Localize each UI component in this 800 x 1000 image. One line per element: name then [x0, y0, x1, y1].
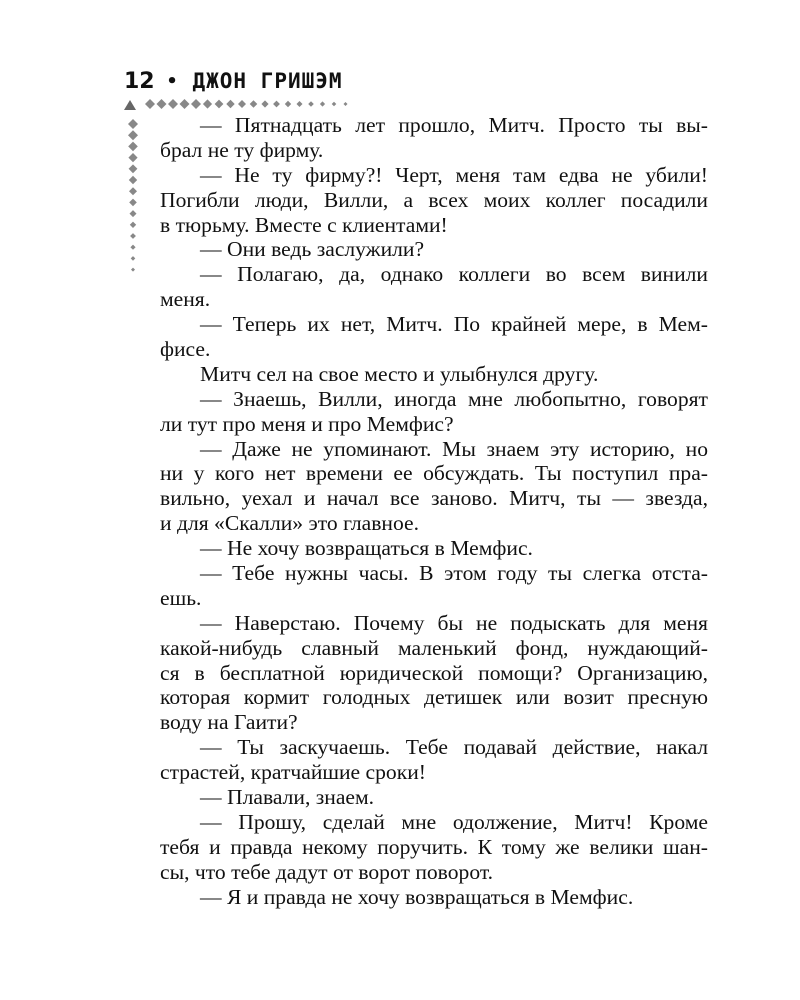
- ornament-diamond-icon: [226, 100, 234, 108]
- ornament-diamond-icon: [128, 130, 138, 140]
- text-line-16: вильно, уехал и начал все заново. Митч, ты — звезда,: [160, 486, 708, 511]
- ornament-diamond-icon: [285, 101, 291, 107]
- text-line-27: страстей, кратчайшие сроки!: [160, 760, 426, 785]
- header-separator: •: [166, 70, 179, 92]
- ornament-diamond-icon: [308, 101, 314, 107]
- ornament-diamond-icon: [180, 99, 190, 109]
- ornament-diamond-icon: [145, 99, 155, 109]
- ornament-diamond-icon: [297, 101, 303, 107]
- ornament-left-diamonds: [124, 118, 142, 278]
- ornament-diamond-icon: [129, 187, 137, 195]
- ornament-diamond-icon: [320, 101, 325, 106]
- text-line-3: — Не ту фирму?! Черт, меня там едва не убили!: [200, 162, 708, 187]
- ornament-diamond-icon: [157, 99, 167, 109]
- ornament-diamond-icon: [131, 256, 136, 261]
- text-line-32: — Я и правда не хочу возвращаться в Мемфис.: [200, 884, 634, 909]
- text-line-6: — Они ведь заслужили?: [200, 237, 425, 262]
- text-line-15: ни у кого нет времени ее обсуждать. Ты поступил пра-: [160, 461, 708, 486]
- text-line-25: воду на Гаити?: [160, 710, 298, 735]
- ornament-diamond-icon: [250, 100, 258, 108]
- ornament-diamond-icon: [168, 99, 178, 109]
- text-line-7: — Полагаю, да, однако коллеги во всем винили: [200, 262, 708, 287]
- ornament-diamond-icon: [128, 142, 138, 152]
- ornament-diamond-icon: [238, 100, 246, 108]
- text-line-21: — Наверстаю. Почему бы не подыскать для меня: [200, 610, 708, 635]
- text-line-31: сы, что тебе дадут от ворот поворот.: [160, 859, 494, 884]
- page-number: 12: [124, 68, 155, 94]
- ornament-diamond-icon: [191, 99, 201, 109]
- ornament-diamond-icon: [130, 233, 136, 239]
- text-line-13: ли тут про меня и про Мемфис?: [160, 411, 454, 436]
- ornament-top-diamonds: [124, 97, 364, 111]
- text-line-19: — Тебе нужны часы. В этом году ты слегка отста-: [200, 561, 708, 586]
- text-line-29: — Прошу, сделай мне одолжение, Митч! Кроме: [200, 809, 708, 834]
- text-line-30: тебя и правда некому поручить. К тому же велики шан-: [160, 834, 708, 859]
- text-line-8: меня.: [160, 287, 211, 312]
- text-line-23: ся в бесплатной юридической помощи? Организацию,: [160, 660, 708, 685]
- page-body-text: [160, 113, 708, 910]
- text-line-2: брал не ту фирму.: [160, 137, 324, 162]
- ornament-diamond-icon: [128, 119, 138, 129]
- text-line-17: и для «Скалли» это главное.: [160, 511, 420, 536]
- text-line-12: — Знаешь, Вилли, иногда мне любопытно, говорят: [200, 386, 708, 411]
- text-line-20: ешь.: [160, 585, 202, 610]
- text-line-1: — Пятнадцать лет прошло, Митч. Просто ты вы-: [200, 113, 708, 137]
- text-line-4: Погибли люди, Вилли, а всех моих коллег посадили: [160, 187, 708, 212]
- ornament-diamond-icon: [261, 100, 268, 107]
- ornament-diamond-icon: [203, 99, 212, 108]
- ornament-diamond-icon: [215, 100, 224, 109]
- ornament-diamond-icon: [344, 102, 348, 106]
- author-name: ДЖОН ГРИШЭМ: [192, 69, 343, 93]
- ornament-diamond-icon: [129, 164, 138, 173]
- ornament-diamond-icon: [332, 102, 337, 107]
- ornament-diamond-icon: [273, 101, 280, 108]
- ornament-diamond-icon: [129, 199, 137, 207]
- text-line-11: Митч сел на свое место и улыбнулся другу.: [200, 361, 599, 386]
- text-line-10: фисе.: [160, 337, 211, 362]
- text-line-9: — Теперь их нет, Митч. По крайней мере, в Мем-: [200, 312, 708, 337]
- text-line-5: в тюрьму. Вместе с клиентами!: [160, 212, 448, 237]
- ornament-diamond-icon: [128, 153, 137, 162]
- text-line-14: — Даже не упоминают. Мы знаем эту историю, но: [200, 436, 708, 461]
- ornament-diamond-icon: [130, 245, 135, 250]
- ornament-diamond-icon: [130, 222, 136, 228]
- text-line-26: — Ты заскучаешь. Тебе подавай действие, накал: [200, 735, 708, 760]
- ornament-triangle-icon: [124, 100, 136, 110]
- running-header: [124, 66, 343, 96]
- ornament-diamond-icon: [131, 268, 135, 272]
- text-line-28: — Плавали, знаем.: [200, 785, 375, 810]
- ornament-diamond-icon: [130, 210, 137, 217]
- text-line-24: которая кормит голодных детишек или возит пресную: [160, 685, 708, 710]
- text-line-18: — Не хочу возвращаться в Мемфис.: [200, 536, 533, 561]
- text-line-22: какой-нибудь славный маленький фонд, нуждающий-: [160, 635, 708, 660]
- ornament-diamond-icon: [129, 176, 137, 184]
